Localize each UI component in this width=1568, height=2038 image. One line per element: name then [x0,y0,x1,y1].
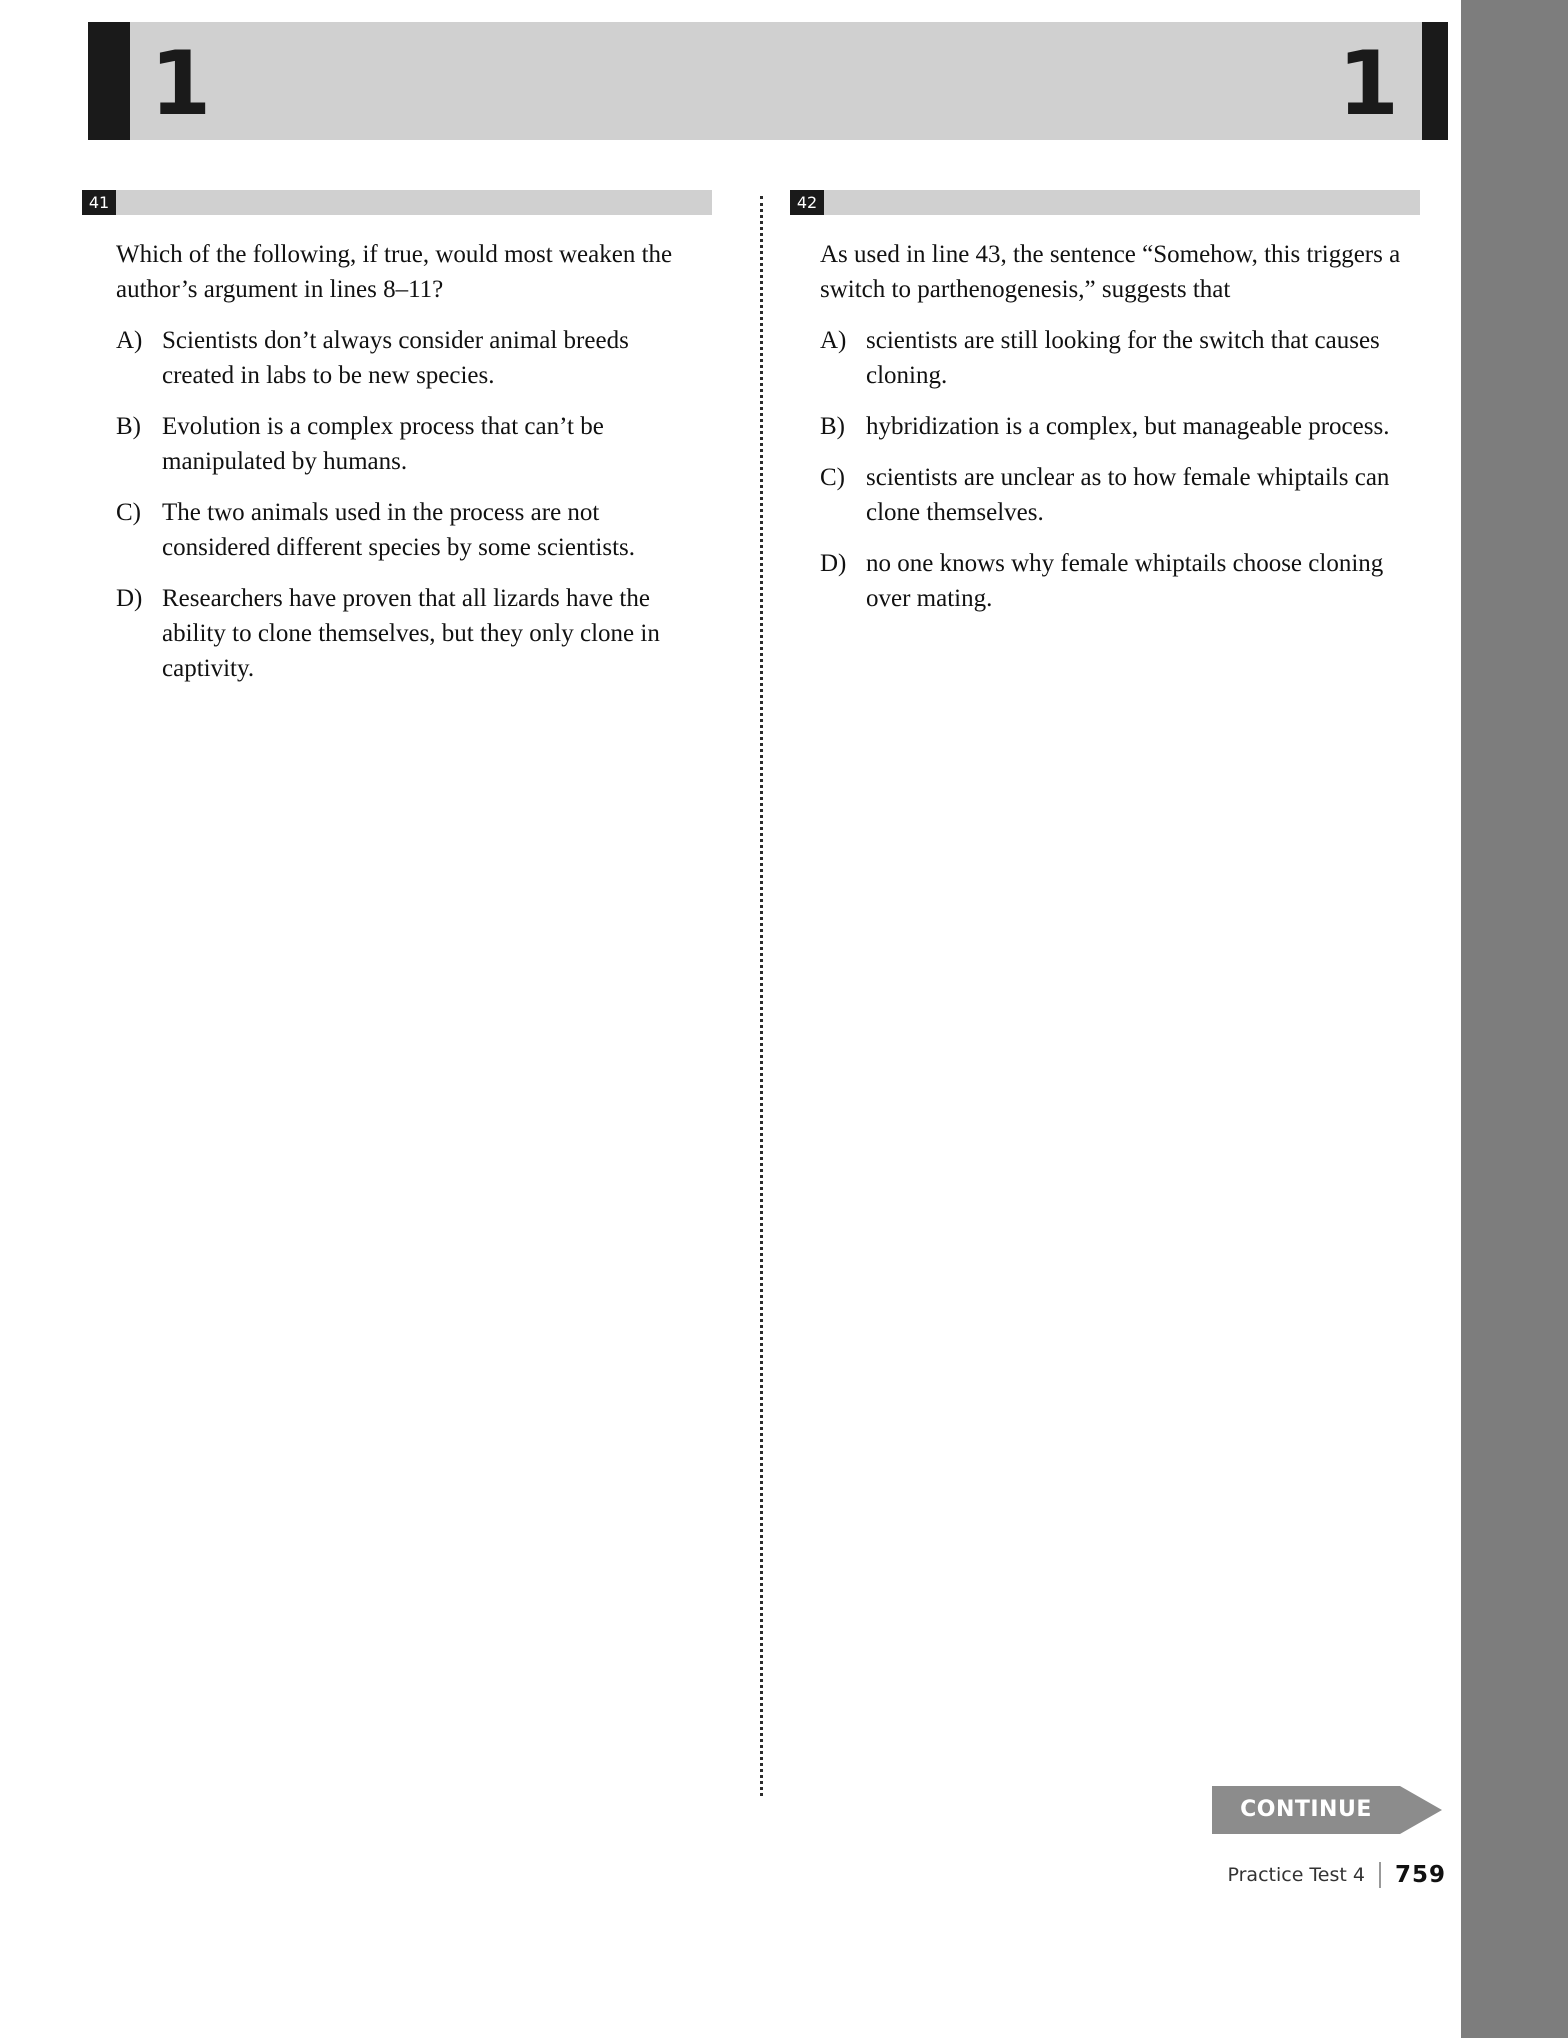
column-left [82,190,712,702]
answer-choice-text: scientists are unclear as to how female whiptails can clone themselves. [866,464,1390,526]
right-edge-band [1461,0,1568,2038]
answer-choice-b[interactable] [116,409,698,479]
answer-choice-c[interactable] [116,495,698,565]
question-stem: As used in line 43, the sentence “Somehow, this triggers a switch to parthenogenesis,” suggests that [820,241,1401,303]
answer-choice-text: Scientists don’t always consider animal breeds created in labs to be new species. [162,327,629,389]
continue-label: CONTINUE [1240,1797,1372,1822]
answer-choice-text: The two animals used in the process are not considered different species by some scientists. [162,499,636,561]
answer-choice-letter: D) [116,585,143,612]
footer-test-label: Practice Test 4 [1227,1864,1365,1886]
column-right [790,190,1420,632]
answer-choice-text: Evolution is a complex process that can’t be manipulated by humans. [162,413,604,475]
answer-choice-text: scientists are still looking for the switch that causes cloning. [866,327,1380,389]
question-stem: Which of the following, if true, would most weaken the author’s argument in lines 8–11? [116,241,673,303]
header-left-block [88,22,130,140]
answer-choice-text: no one knows why female whiptails choose cloning over mating. [866,550,1384,612]
header-section-number-right: 1 [1337,32,1398,135]
page-footer [1228,1860,1447,1890]
section-header-bar [88,22,1448,140]
footer-separator [1379,1862,1381,1888]
continue-banner [1212,1786,1442,1834]
answer-choice-text: Researchers have proven that all lizards have the ability to clone themselves, but they only clone in captivity. [162,585,660,682]
answer-choice-b[interactable] [820,409,1420,444]
arrow-right-icon [1400,1786,1442,1834]
question-number: 41 [82,190,116,215]
answer-choice-letter: A) [820,327,847,354]
answer-choice-letter: D) [820,550,847,577]
answer-choice-letter: C) [116,499,141,526]
question-number-bar [790,190,1420,215]
answer-choice-a[interactable] [820,323,1420,393]
answer-choice-d[interactable] [116,581,698,686]
answer-choice-a[interactable] [116,323,698,393]
question-number-bar [82,190,712,215]
column-divider [760,196,763,1796]
answer-choice-d[interactable] [820,546,1420,616]
answer-choice-c[interactable] [820,460,1420,530]
footer-page-number: 759 [1394,1862,1446,1888]
question-number: 42 [790,190,824,215]
answer-choice-letter: B) [820,413,845,440]
header-section-number-left: 1 [150,32,211,135]
header-grey-band [130,22,1422,140]
answer-choice-letter: A) [116,327,143,354]
answer-choice-letter: C) [820,464,845,491]
answer-choice-text: hybridization is a complex, but manageable process. [866,413,1390,440]
answer-choice-letter: B) [116,413,141,440]
header-right-block [1422,22,1448,140]
